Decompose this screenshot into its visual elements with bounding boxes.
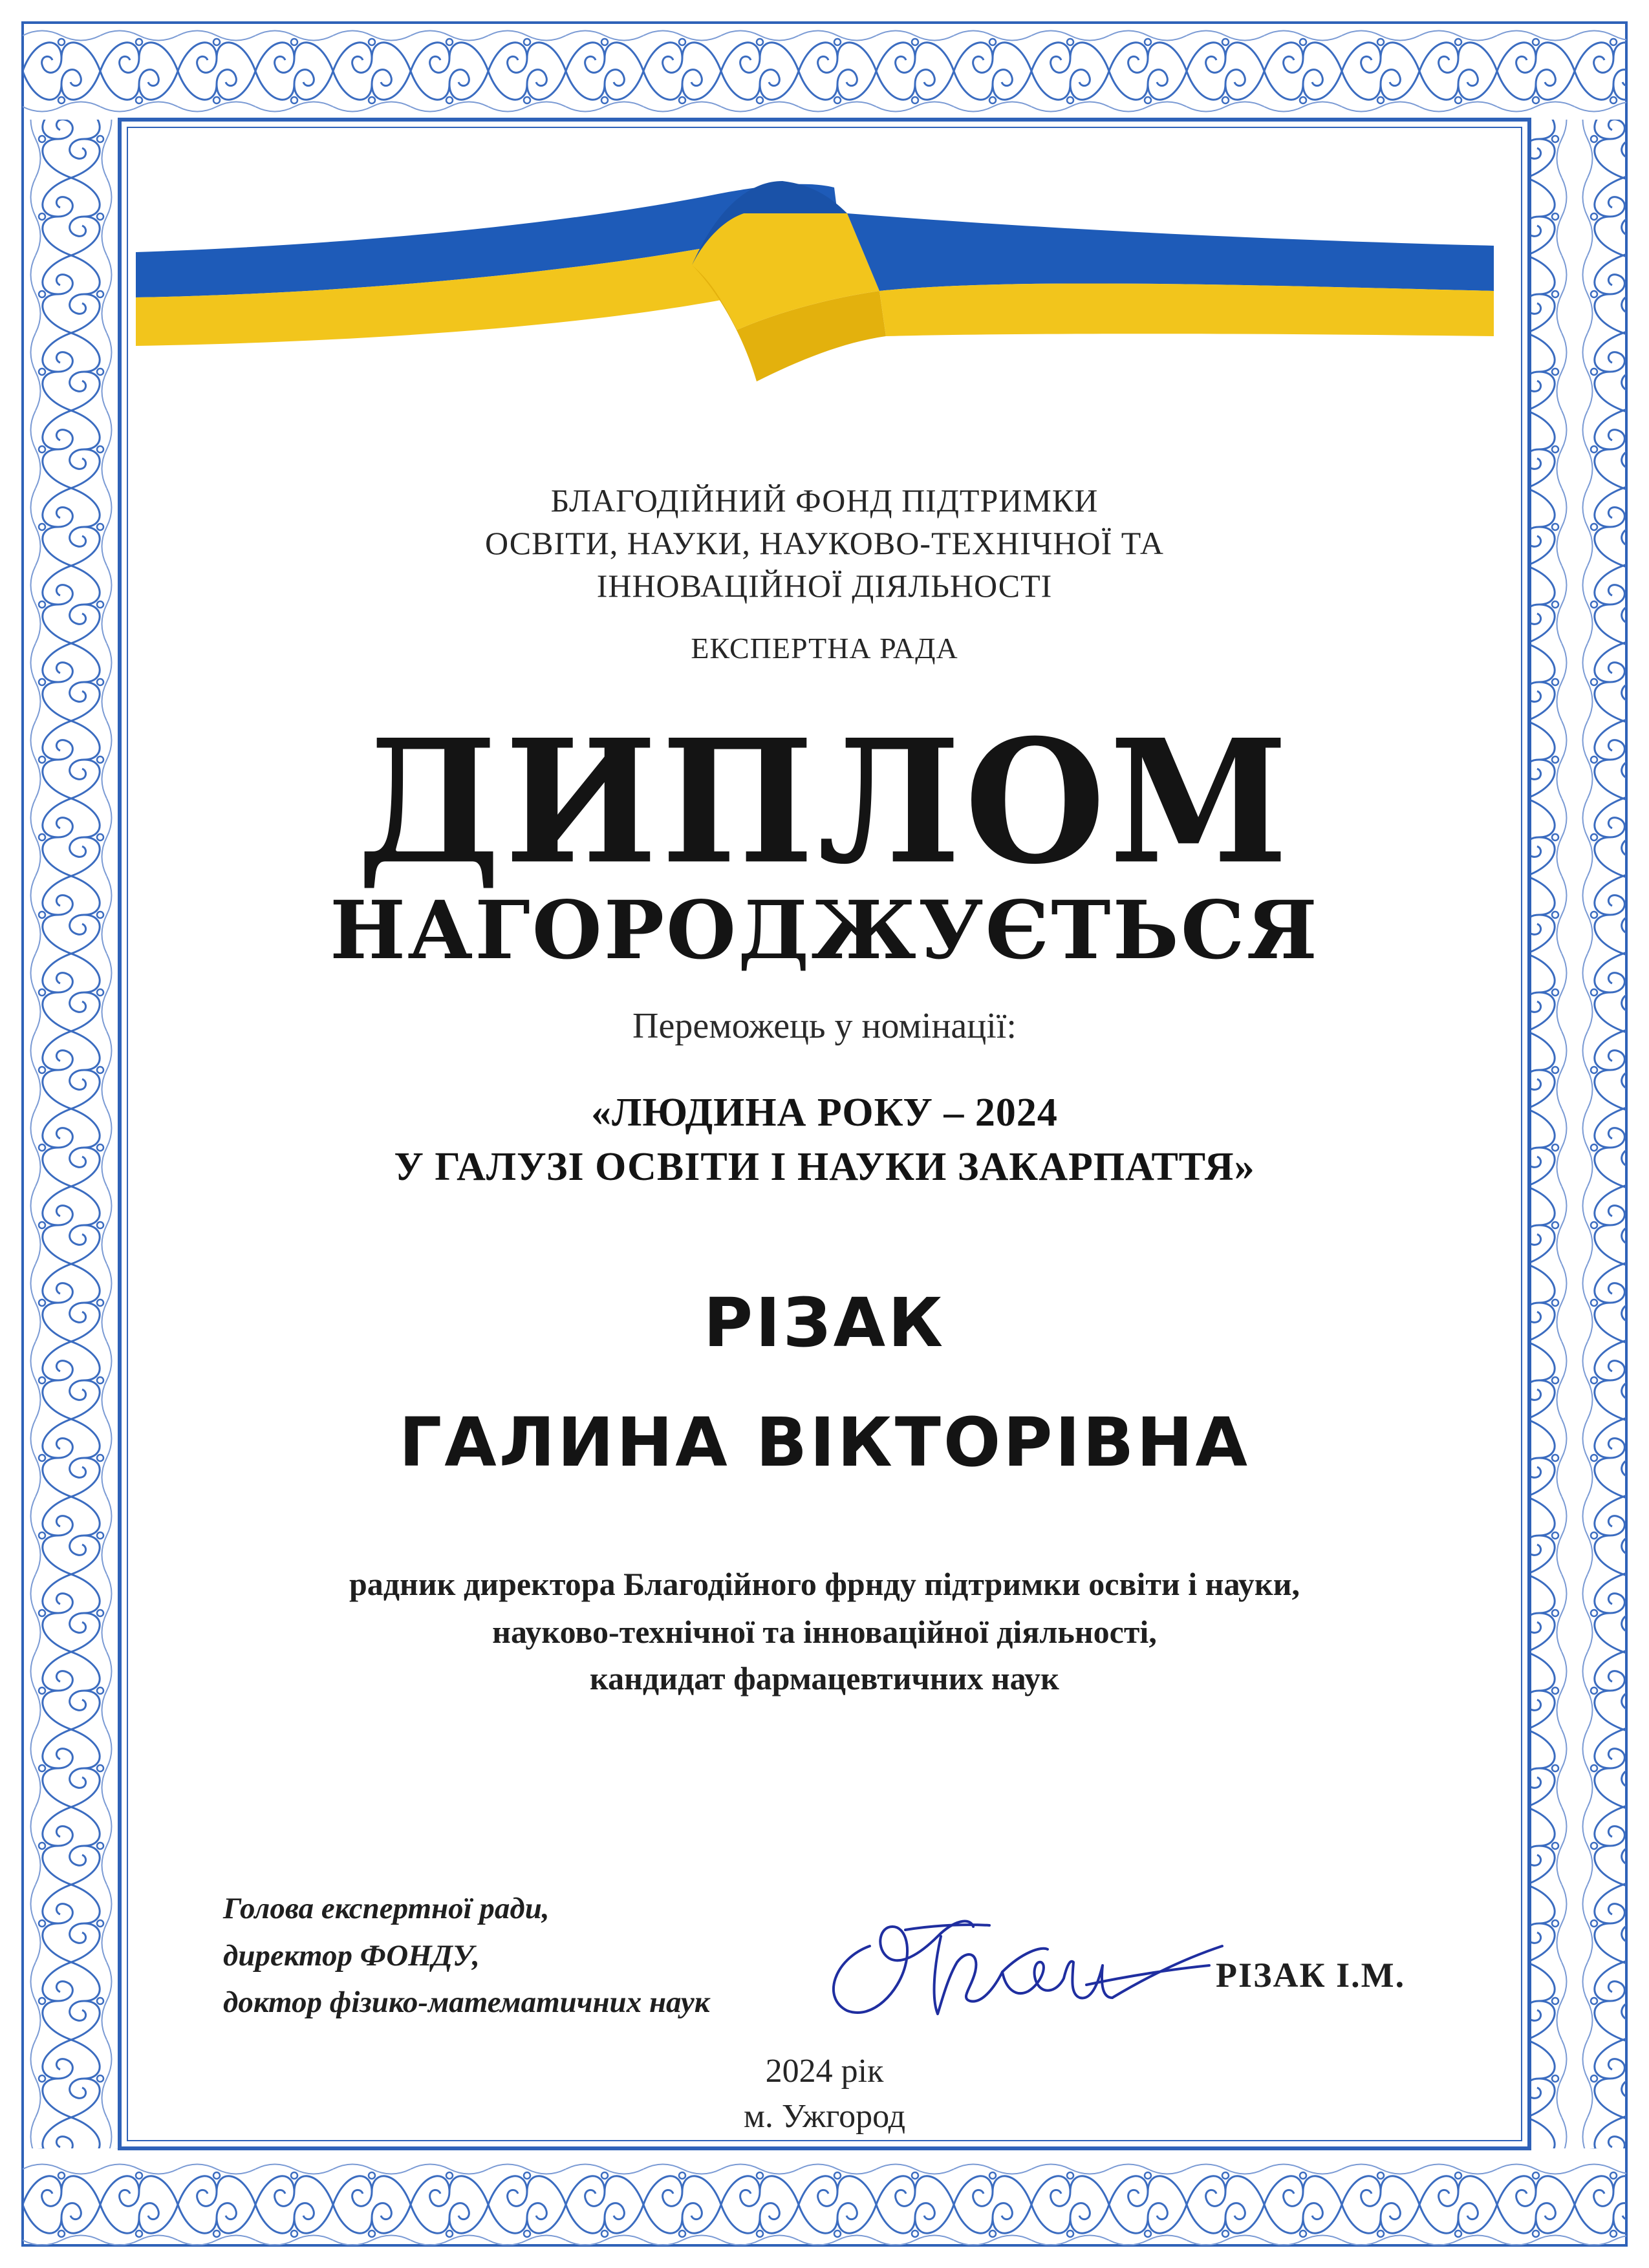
issue-year: 2024 рік (765, 2053, 884, 2090)
recipient-given-names: ГАЛИНА ВІКТОРІВНА (399, 1403, 1250, 1482)
issue-city: м. Ужгород (743, 2098, 906, 2135)
recipient-surname: РІЗАК (703, 1283, 946, 1362)
signer-role-line: доктор фізико-математичних наук (223, 1985, 710, 2019)
organization-name-line: БЛАГОДІЙНИЙ ФОНД ПІДТРИМКИ (550, 482, 1099, 519)
organization-name-line: ОСВІТИ, НАУКИ, НАУКОВО-ТЕХНІЧНОЇ ТА (485, 525, 1164, 561)
awarded-heading: НАГОРОДЖУЄТЬСЯ (330, 884, 1319, 978)
handwritten-signature-icon (808, 1901, 1235, 2043)
ukrainian-flag-ribbon-icon (136, 168, 1494, 414)
winner-label: Переможець у номінації: (632, 1006, 1017, 1046)
nomination-line: «ЛЮДИНА РОКУ – 2024 (591, 1091, 1058, 1135)
council-name: ЕКСПЕРТНА РАДА (691, 632, 958, 665)
diploma-title: ДИПЛОМ (356, 701, 1293, 902)
nomination-line: У ГАЛУЗІ ОСВІТИ І НАУКИ ЗАКАРПАТТЯ» (394, 1145, 1255, 1189)
signer-role-line: Голова експертної ради, (223, 1892, 550, 1925)
organization-name-line: ІННОВАЦІЙНОЇ ДІЯЛЬНОСТІ (596, 568, 1053, 604)
recipient-position-line: науково-технічної та інноваційної діяльності, (492, 1614, 1157, 1650)
recipient-position-line: кандидат фармацевтичних наук (590, 1660, 1059, 1696)
signer-name: РІЗАК І.М. (1216, 1956, 1406, 1995)
recipient-position-line: радник директора Благодійного фрнду підтримки освіти і науки, (349, 1566, 1300, 1602)
signer-role-line: директор ФОНДУ, (223, 1939, 480, 1973)
